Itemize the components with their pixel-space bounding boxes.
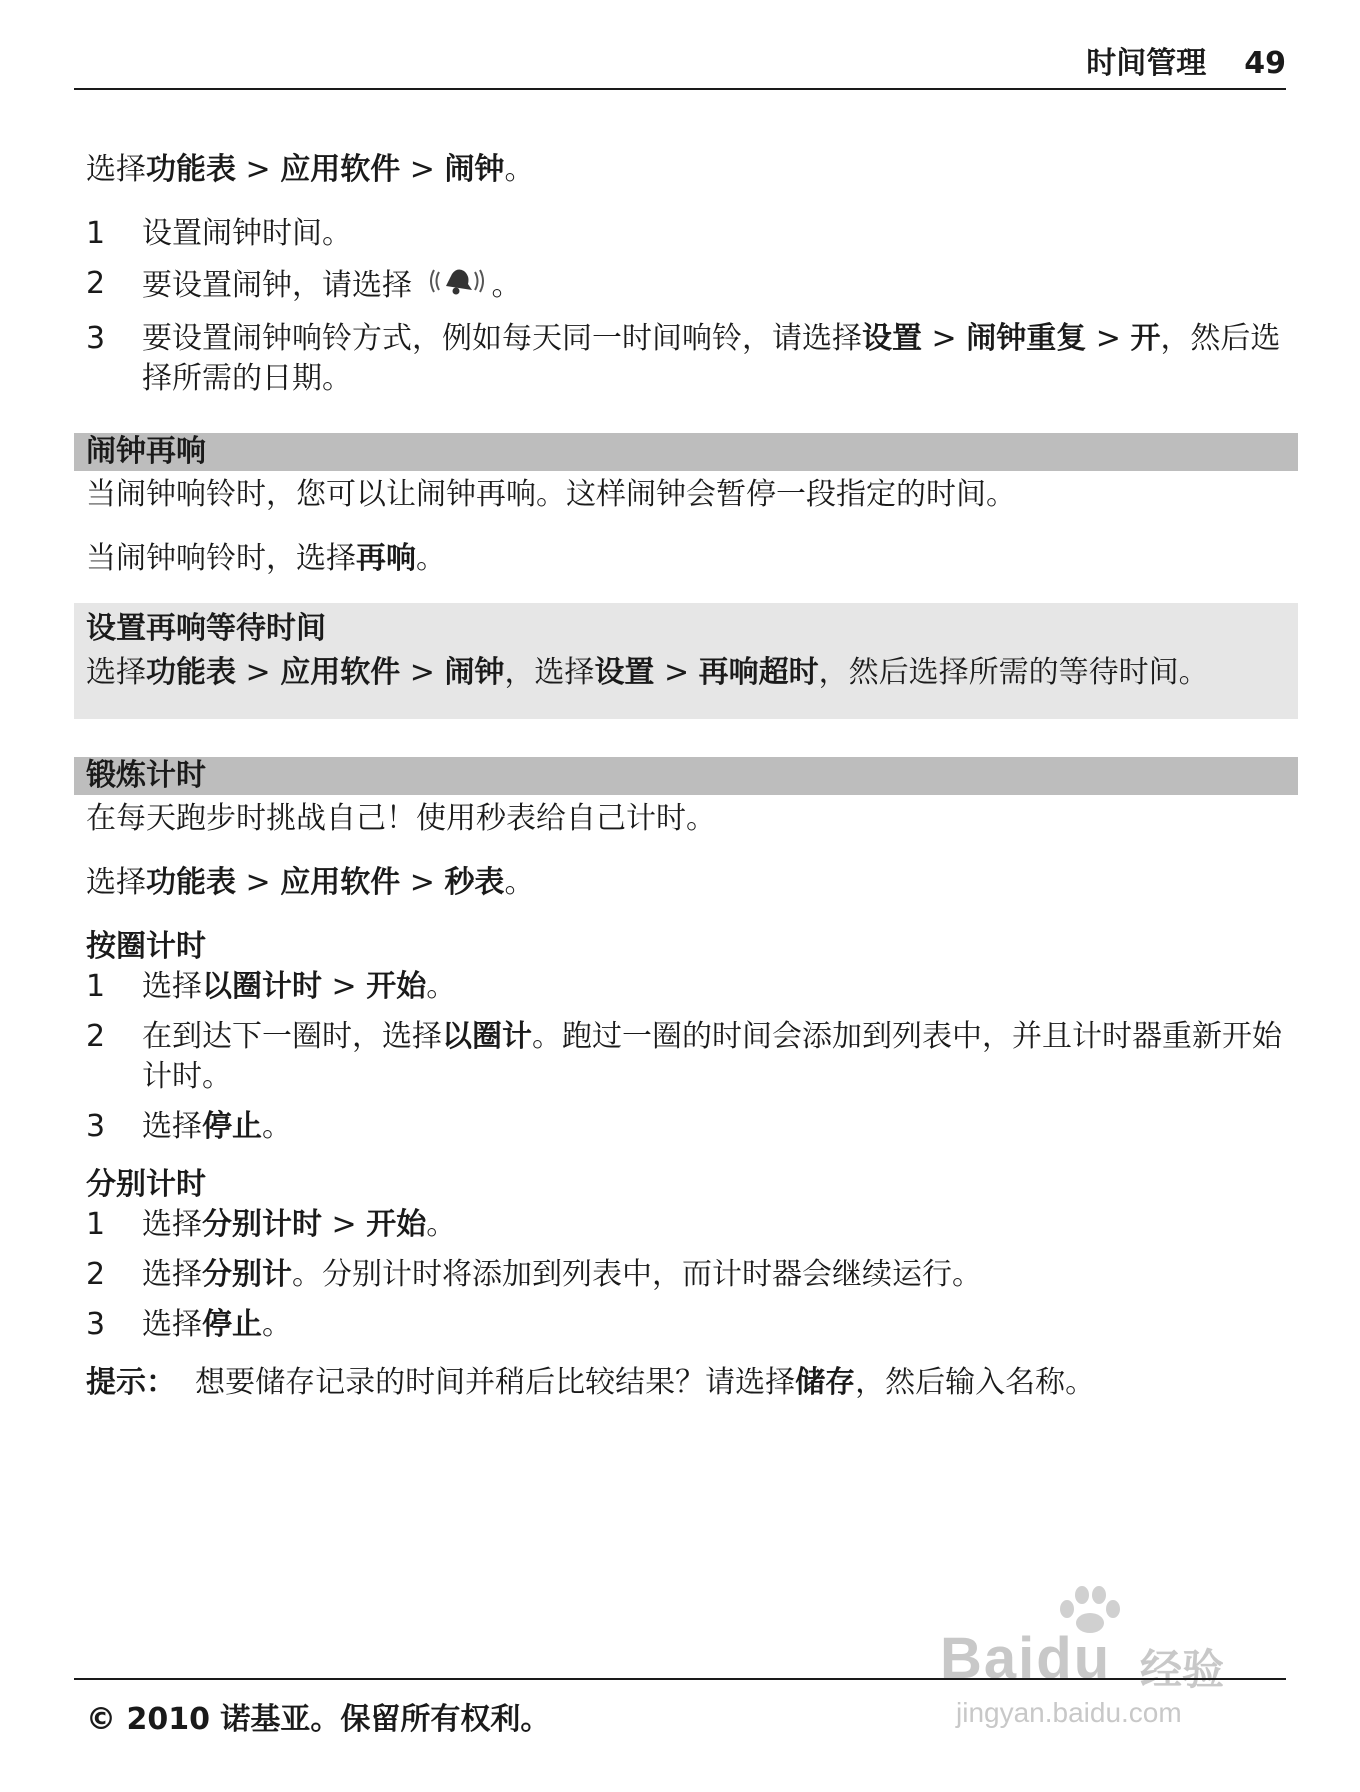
workout-paragraph-1: 在每天跑步时挑战自己！使用秒表给自己计时。 bbox=[86, 801, 716, 836]
baidu-watermark: Baidu 经验 jingyan.baidu.com bbox=[940, 1585, 1240, 1715]
lap-steps bbox=[86, 967, 1286, 1147]
tip-label: 提示： bbox=[86, 1365, 176, 1400]
tip-box-text: 选择功能表 > 应用软件 > 闹钟，选择设置 > 再响超时，然后选择所需的等待时间。 bbox=[86, 655, 1209, 690]
list-item: 1 选择以圈计时 > 开始。 bbox=[86, 969, 457, 1004]
alarm-steps bbox=[86, 214, 1286, 399]
snooze-tip-box bbox=[74, 603, 1298, 719]
list-item: 2 选择分别计。分别计时将添加到列表中，而计时器会继续运行。 bbox=[86, 1257, 982, 1292]
alarm-intro: 选择功能表 > 应用软件 > 闹钟。 bbox=[86, 152, 535, 187]
subheading-split: 分别计时 bbox=[86, 1167, 206, 1202]
chapter-title: 时间管理 bbox=[1086, 46, 1207, 81]
list-item: 3 选择停止。 bbox=[86, 1307, 292, 1342]
page-content bbox=[86, 150, 1286, 1427]
page-number: 49 bbox=[1244, 46, 1286, 81]
section-title-workout: 锻炼计时 bbox=[74, 757, 1298, 795]
list-item: 3 选择停止。 bbox=[86, 1109, 292, 1144]
subheading-lap: 按圈计时 bbox=[86, 929, 206, 964]
list-item: 2 在到达下一圈时，选择以圈计。跑过一圈的时间会添加到列表中，并且计时器重新开始计时。 bbox=[86, 1019, 1282, 1094]
workout-paragraph-2: 选择功能表 > 应用软件 > 秒表。 bbox=[86, 865, 535, 900]
section-title-snooze: 闹钟再响 bbox=[74, 433, 1298, 471]
page-header bbox=[74, 44, 1286, 90]
list-item: 1 选择分别计时 > 开始。 bbox=[86, 1207, 457, 1242]
tip-paragraph: 提示： 想要储存记录的时间并稍后比较结果？请选择储存，然后输入名称。 bbox=[86, 1365, 1096, 1400]
copyright-text: © 2010 诺基亚。保留所有权利。 bbox=[86, 1702, 551, 1737]
snooze-paragraph-1: 当闹钟响铃时，您可以让闹钟再响。这样闹钟会暂停一段指定的时间。 bbox=[86, 477, 1016, 512]
list-item: 1 设置闹钟时间。 bbox=[86, 216, 352, 251]
list-item: 2 要设置闹钟，请选择 。 bbox=[86, 264, 1286, 309]
tip-box-title: 设置再响等待时间 bbox=[86, 611, 326, 646]
page-footer bbox=[74, 1678, 1286, 1738]
alarm-bell-icon bbox=[426, 264, 488, 309]
split-steps bbox=[86, 1205, 1286, 1345]
list-item: 3 要设置闹钟响铃方式，例如每天同一时间响铃，请选择设置 > 闹钟重复 > 开，然后选择所需的日期。 bbox=[86, 321, 1281, 396]
snooze-paragraph-2: 当闹钟响铃时，选择再响。 bbox=[86, 541, 446, 576]
